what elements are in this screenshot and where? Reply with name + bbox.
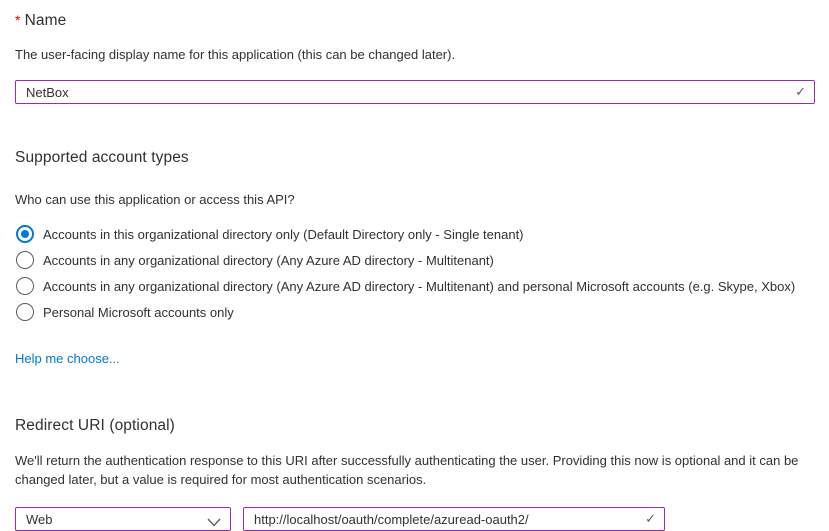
radio-option-label: Personal Microsoft accounts only <box>43 304 234 320</box>
platform-select-value: Web <box>26 511 53 527</box>
radio-unselected-icon[interactable] <box>16 277 34 295</box>
name-description: The user-facing display name for this application (this can be changed later). <box>15 47 456 62</box>
redirect-uri-field-wrapper <box>243 507 665 531</box>
radio-option-multitenant[interactable] <box>15 247 815 273</box>
redirect-uri-description: We'll return the authentication response to this URI after successfully authenticating the user. Providing this now is optional and it can be changed later, but a value is required for most authentication scenarios. <box>15 453 799 487</box>
radio-selected-icon[interactable] <box>16 225 34 243</box>
redirect-uri-input[interactable] <box>243 507 665 531</box>
radio-option-personal-only[interactable] <box>15 299 815 325</box>
redirect-uri-title: Redirect URI (optional) <box>15 417 175 434</box>
platform-select[interactable] <box>15 507 231 531</box>
name-input[interactable] <box>15 80 815 104</box>
chevron-down-icon <box>207 515 221 530</box>
redirect-uri-row <box>15 507 815 531</box>
required-asterisk: * <box>15 12 21 28</box>
radio-option-multitenant-personal[interactable] <box>15 273 815 299</box>
account-types-radio-group <box>15 221 815 325</box>
radio-unselected-icon[interactable] <box>16 303 34 321</box>
radio-option-label: Accounts in any organizational directory (Any Azure AD directory - Multitenant) <box>43 252 494 268</box>
valid-checkmark-icon: ✓ <box>795 84 806 99</box>
radio-option-label: Accounts in this organizational directory only (Default Directory only - Single tenant) <box>43 226 524 242</box>
account-types-question: Who can use this application or access this API? <box>15 192 295 207</box>
name-title-text: Name <box>24 12 67 29</box>
radio-option-label: Accounts in any organizational directory (Any Azure AD directory - Multitenant) and personal Microsoft accounts (e.g. Skype, Xbox) <box>43 278 796 294</box>
valid-checkmark-icon: ✓ <box>645 511 656 526</box>
name-field-wrapper <box>15 80 815 104</box>
help-me-choose-link[interactable]: Help me choose... <box>15 351 120 366</box>
account-types-title: Supported account types <box>15 149 189 166</box>
radio-unselected-icon[interactable] <box>16 251 34 269</box>
radio-option-single-tenant[interactable] <box>15 221 815 247</box>
name-section-title <box>15 12 815 30</box>
